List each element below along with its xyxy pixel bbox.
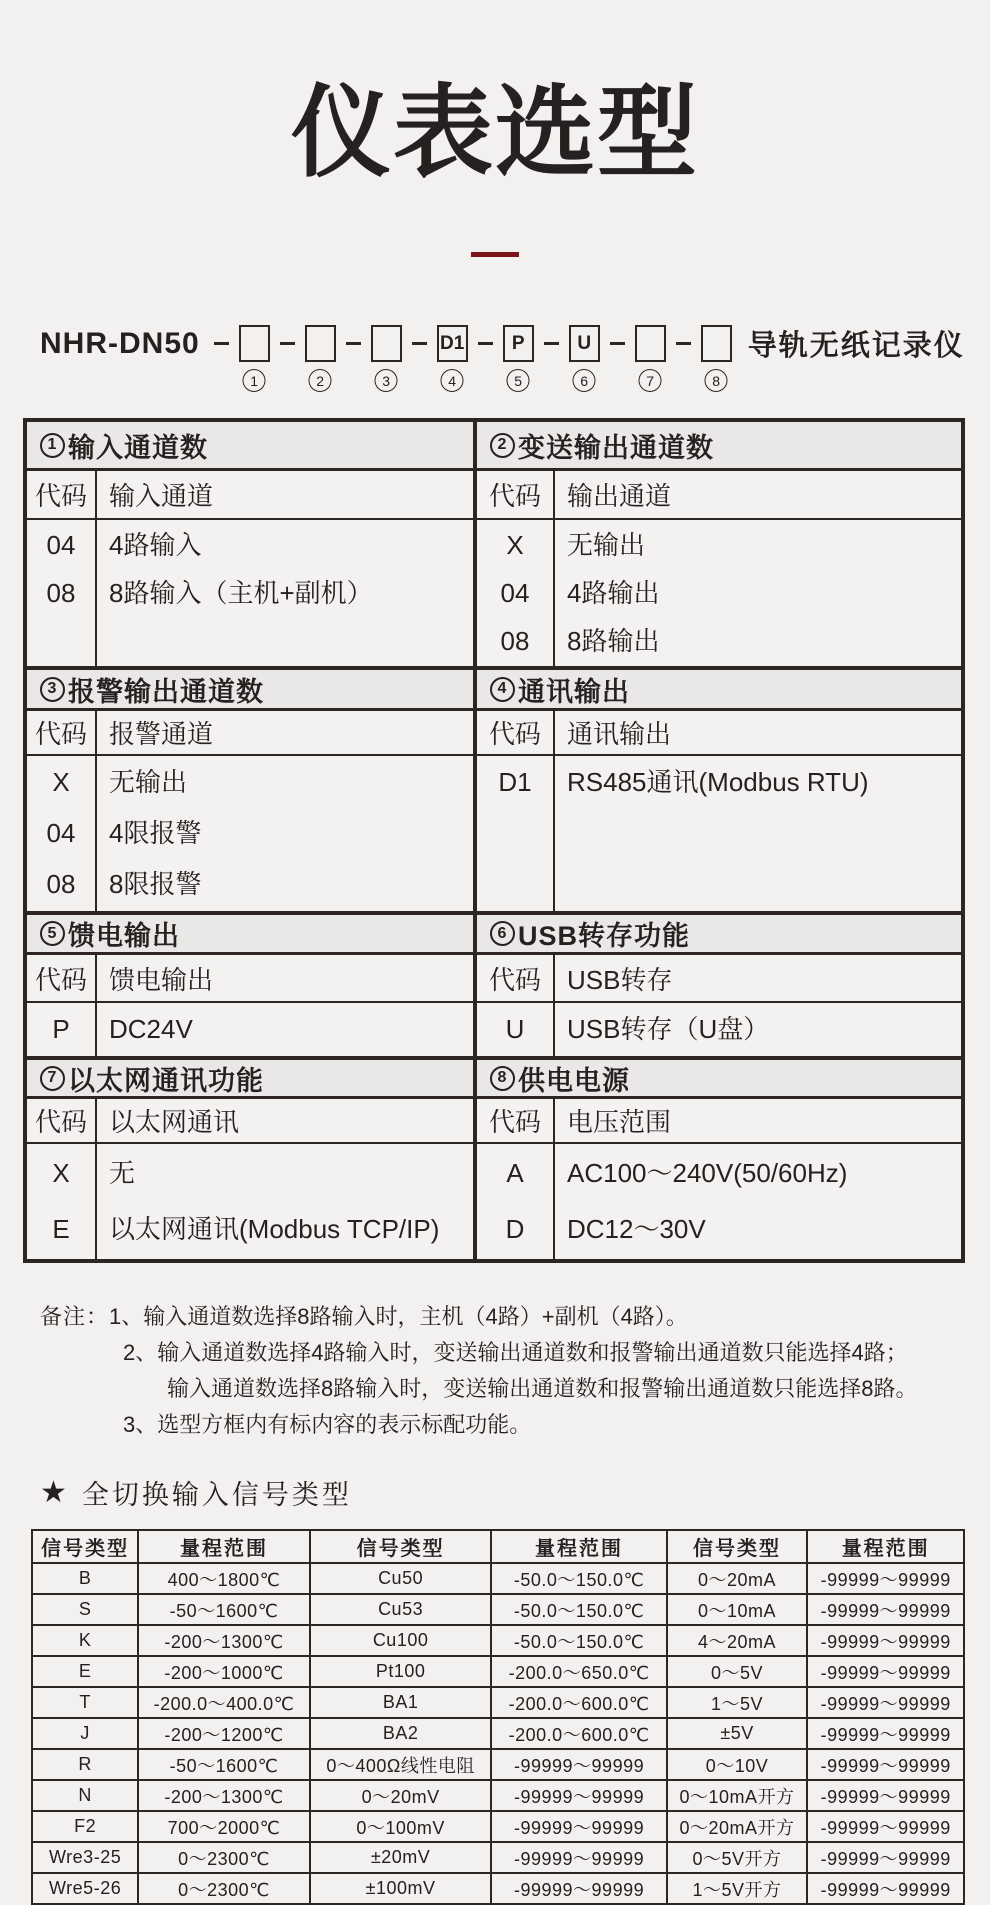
section-title: 供电电源 [518,1065,630,1096]
notes-lines [109,1299,917,1443]
desc-list [97,756,473,911]
option-box-content [701,325,732,362]
section-number: 5 [40,921,65,946]
circled-number-6: 6 [573,369,596,392]
section-title: 输入通道数 [68,432,208,463]
option-box-content [635,325,666,362]
section-body-5 [27,1003,477,1056]
model-prefix: NHR-DN50 [40,326,200,360]
option-box-8 [701,325,732,389]
signal-table-header-cell: 信号类型 [310,1530,492,1563]
section-header-2 [477,422,961,471]
signal-table-cell: 0～2300℃ [138,1842,309,1873]
signal-table-cell: -200～1200℃ [138,1718,309,1749]
option-desc: 无输出 [109,767,188,797]
desc-list [97,520,473,666]
signal-table-cell: -99999～99999 [491,1873,666,1904]
option-code: 04 [46,818,76,848]
section-number: 8 [490,1066,515,1091]
option-code: 08 [46,869,76,899]
title-underline-decoration [471,252,519,257]
signal-table-cell: ±5V [667,1718,808,1749]
section-title: 馈电输出 [68,921,180,951]
section-subheader-7 [27,1099,477,1144]
signal-table-cell: 0～20mA开方 [667,1811,808,1842]
signal-table-cell: -99999～99999 [491,1811,666,1842]
option-desc: USB转存（U盘） [567,1014,770,1044]
section-title: 变送输出通道数 [518,432,714,463]
section-header-8 [477,1056,961,1099]
signal-types-heading [40,1473,990,1512]
signal-table-cell: -99999～99999 [491,1780,666,1811]
dash-separator [214,342,229,345]
signal-table-row [32,1842,964,1873]
option-box-content: D1 [437,325,468,362]
section-title: 通讯输出 [518,676,630,707]
section-subheader-3 [27,711,477,756]
code-list [27,1144,97,1259]
section-number: 2 [490,433,515,458]
option-box-6 [569,325,600,389]
section-subheader-1 [27,471,477,520]
signal-table-cell: 700～2000℃ [138,1811,309,1842]
section-subheader-6 [477,955,961,1003]
desc-list [555,1144,961,1259]
section-body-2 [477,520,961,666]
signal-table-header-cell: 量程范围 [491,1530,666,1563]
signal-table-row [32,1656,964,1687]
signal-table-row [32,1718,964,1749]
signal-table-cell: -200.0～400.0℃ [138,1687,309,1718]
signal-table-cell: -50～1600℃ [138,1749,309,1780]
notes [40,1299,990,1443]
option-desc: 4限报警 [109,818,202,848]
signal-table-cell: Wre3-25 [32,1842,138,1873]
signal-table [31,1529,965,1905]
model-code-line [40,323,990,389]
code-list [477,1144,555,1259]
code-header-cell: 代码 [477,471,555,518]
desc-header-cell: 馈电输出 [109,964,214,995]
notes-label: 备注： [40,1304,110,1329]
signal-table-cell: 400～1800℃ [138,1563,309,1594]
signal-table-cell: -50.0～150.0℃ [491,1594,666,1625]
signal-table-cell: 0～10V [667,1749,808,1780]
signal-table-cell: -99999～99999 [807,1749,964,1780]
section-title: 以太网通讯功能 [68,1065,264,1096]
option-code: U [505,1014,525,1044]
option-desc: 8路输出 [567,626,660,656]
dash-separator [676,342,691,345]
signal-table-cell: -50.0～150.0℃ [491,1625,666,1656]
section-number: 4 [490,677,515,702]
note-line: 1、输入通道数选择8路输入时，主机（4路）+副机（4路）。 [109,1304,688,1329]
signal-table-cell: -200.0～650.0℃ [491,1656,666,1687]
page-title: 仪表选型 [291,77,699,189]
desc-list [97,1144,473,1259]
option-desc: 无输出 [567,530,646,560]
desc-list [97,1003,473,1056]
section-number: 6 [490,921,515,946]
dash-separator [346,342,361,345]
code-header-cell: 代码 [27,471,97,518]
signal-table-row [32,1625,964,1656]
signal-table-header-row [32,1530,964,1563]
signal-table-cell: -200～1000℃ [138,1656,309,1687]
signal-table-cell: -200.0～600.0℃ [491,1687,666,1718]
signal-table-cell: -99999～99999 [807,1687,964,1718]
desc-list [555,1003,961,1056]
signal-table-cell: ±100mV [310,1873,492,1904]
dash-separator [544,342,559,345]
section-body-7 [27,1144,477,1259]
option-desc: 8限报警 [109,869,202,899]
section-header-5 [27,911,477,955]
option-code: P [52,1014,70,1044]
desc-header-cell: USB转存 [567,964,673,995]
option-box-3 [371,325,402,389]
signal-table-cell: J [32,1718,138,1749]
section-body-4 [477,756,961,911]
option-box-content [305,325,336,362]
signal-table-row [32,1594,964,1625]
option-desc: AC100～240V(50/60Hz) [567,1158,848,1188]
section-body-1 [27,520,477,666]
signal-table-cell: -99999～99999 [807,1563,964,1594]
model-suffix: 导轨无纸记录仪 [747,330,965,362]
section-header-4 [477,666,961,711]
signal-table-cell: -99999～99999 [807,1842,964,1873]
signal-table-cell: -99999～99999 [807,1718,964,1749]
signal-table-cell: -50～1600℃ [138,1594,309,1625]
signal-table-cell: -99999～99999 [491,1842,666,1873]
signal-table-cell: -99999～99999 [807,1656,964,1687]
option-box-content [239,325,270,362]
option-code: D1 [498,767,532,797]
signal-table-header-cell: 量程范围 [138,1530,309,1563]
option-code: X [52,1158,70,1188]
circled-number-7: 7 [639,369,662,392]
signal-table-cell: -99999～99999 [807,1625,964,1656]
option-code: 08 [46,578,76,608]
signal-table-cell: BA1 [310,1687,492,1718]
signal-table-row [32,1873,964,1904]
signal-table-cell: 0～5V [667,1656,808,1687]
section-title: 报警输出通道数 [68,676,264,707]
desc-header-cell: 通讯输出 [567,719,672,749]
code-header-cell: 代码 [477,1099,555,1142]
section-body-3 [27,756,477,911]
signal-table-row [32,1687,964,1718]
signal-table-cell: Cu100 [310,1625,492,1656]
code-header-cell: 代码 [27,711,97,754]
signal-table-cell: 0～20mV [310,1780,492,1811]
signal-table-cell: 0～20mA [667,1563,808,1594]
section-subheader-5 [27,955,477,1003]
option-box-content: U [569,325,600,362]
note-line: 3、选型方框内有标内容的表示标配功能。 [123,1412,532,1437]
signal-table-header-cell: 信号类型 [32,1530,138,1563]
signal-table-cell: 4～20mA [667,1625,808,1656]
code-header-cell: 代码 [27,955,97,1001]
signal-table-cell: -99999～99999 [491,1749,666,1780]
signal-table-cell: ±20mV [310,1842,492,1873]
section-subheader-8 [477,1099,961,1144]
option-code: A [506,1158,524,1188]
signal-table-cell: N [32,1780,138,1811]
option-box-content [371,325,402,362]
signal-table-row [32,1780,964,1811]
signal-table-cell: E [32,1656,138,1687]
signal-table-cell: -50.0～150.0℃ [491,1563,666,1594]
option-desc: DC24V [109,1014,193,1044]
circled-number-4: 4 [441,369,464,392]
signal-table-cell: -99999～99999 [807,1780,964,1811]
option-box-2 [305,325,336,389]
signal-table-cell: -200.0～600.0℃ [491,1718,666,1749]
signal-table-cell: T [32,1687,138,1718]
note-line: 2、输入通道数选择4路输入时，变送输出通道数和报警输出通道数只能选择4路； [123,1340,908,1365]
option-desc: 8路输入（主机+副机） [109,578,373,608]
signal-types-heading-text: 全切换输入信号类型 [81,1480,352,1510]
option-code: X [506,530,524,560]
option-desc: DC12～30V [567,1214,706,1244]
signal-table-cell: -200～1300℃ [138,1780,309,1811]
section-number: 1 [40,433,65,458]
code-header-cell: 代码 [477,711,555,754]
circled-number-8: 8 [705,369,728,392]
signal-table-cell: Pt100 [310,1656,492,1687]
desc-header-cell: 输入通道 [109,481,214,511]
option-code: E [52,1214,70,1244]
option-code: 08 [500,626,530,656]
signal-table-cell: 0～10mA [667,1594,808,1625]
signal-table-cell: 0～400Ω线性电阻 [310,1749,492,1780]
desc-header-cell: 报警通道 [109,719,214,749]
selection-grid [23,418,965,1263]
signal-table-cell: F2 [32,1811,138,1842]
circled-number-1: 1 [243,369,266,392]
option-code: 04 [46,530,76,560]
section-number: 3 [40,677,65,702]
code-list [477,1003,555,1056]
option-code: X [52,767,70,797]
signal-table-cell: Wre5-26 [32,1873,138,1904]
signal-table-cell: K [32,1625,138,1656]
option-box-5 [503,325,534,389]
option-box-1 [239,325,270,389]
section-body-6 [477,1003,961,1056]
section-title: USB转存功能 [518,921,691,951]
desc-header-cell: 以太网通讯 [109,1107,240,1137]
signal-table-cell: 0～2300℃ [138,1873,309,1904]
dash-separator [280,342,295,345]
signal-table-cell: 0～10mA开方 [667,1780,808,1811]
code-list [27,756,97,911]
code-list [477,756,555,911]
code-list [477,520,555,666]
signal-table-cell: 0～5V开方 [667,1842,808,1873]
dash-separator [478,342,493,345]
code-list [27,1003,97,1056]
desc-list [555,756,961,911]
section-body-8 [477,1144,961,1259]
circled-number-3: 3 [375,369,398,392]
signal-table-cell: -200～1300℃ [138,1625,309,1656]
section-subheader-2 [477,471,961,520]
signal-table-cell: -99999～99999 [807,1811,964,1842]
signal-table-cell: 0～100mV [310,1811,492,1842]
option-desc: 4路输出 [567,578,660,608]
signal-table-cell: BA2 [310,1718,492,1749]
signal-table-cell: -99999～99999 [807,1873,964,1904]
section-number: 7 [40,1066,65,1091]
code-header-cell: 代码 [477,955,555,1001]
desc-header-cell: 电压范围 [567,1107,672,1137]
signal-table-cell: 1～5V开方 [667,1873,808,1904]
option-desc: 4路输入 [109,530,202,560]
dash-separator [412,342,427,345]
circled-number-2: 2 [309,369,332,392]
section-header-7 [27,1056,477,1099]
dash-separator [610,342,625,345]
signal-table-row [32,1749,964,1780]
signal-table-body [32,1563,964,1904]
signal-table-cell: Cu50 [310,1563,492,1594]
signal-table-row [32,1563,964,1594]
code-header-cell: 代码 [27,1099,97,1142]
section-header-1 [27,422,477,471]
code-list [27,520,97,666]
signal-table-cell: Cu53 [310,1594,492,1625]
option-desc: 以太网通讯(Modbus TCP/IP) [109,1214,440,1244]
signal-table-cell: -99999～99999 [807,1594,964,1625]
desc-header-cell: 输出通道 [567,481,672,511]
option-box-7 [635,325,666,389]
option-desc: RS485通讯(Modbus RTU) [567,767,869,797]
signal-table-header-cell: 信号类型 [667,1530,808,1563]
section-header-6 [477,911,961,955]
section-subheader-4 [477,711,961,756]
option-box-4 [437,325,468,389]
star-icon: ★ [40,1476,67,1509]
option-code: D [505,1214,525,1244]
signal-table-cell: R [32,1749,138,1780]
option-box-content: P [503,325,534,362]
signal-table-row [32,1811,964,1842]
section-header-3 [27,666,477,711]
signal-table-cell: 1～5V [667,1687,808,1718]
option-code: 04 [500,578,530,608]
signal-table-header-cell: 量程范围 [807,1530,964,1563]
option-desc: 无 [109,1158,136,1188]
signal-table-cell: B [32,1563,138,1594]
desc-list [555,520,961,666]
signal-table-cell: S [32,1594,138,1625]
circled-number-5: 5 [507,369,530,392]
note-line: 输入通道数选择8路输入时，变送输出通道数和报警输出通道数只能选择8路。 [167,1376,918,1401]
